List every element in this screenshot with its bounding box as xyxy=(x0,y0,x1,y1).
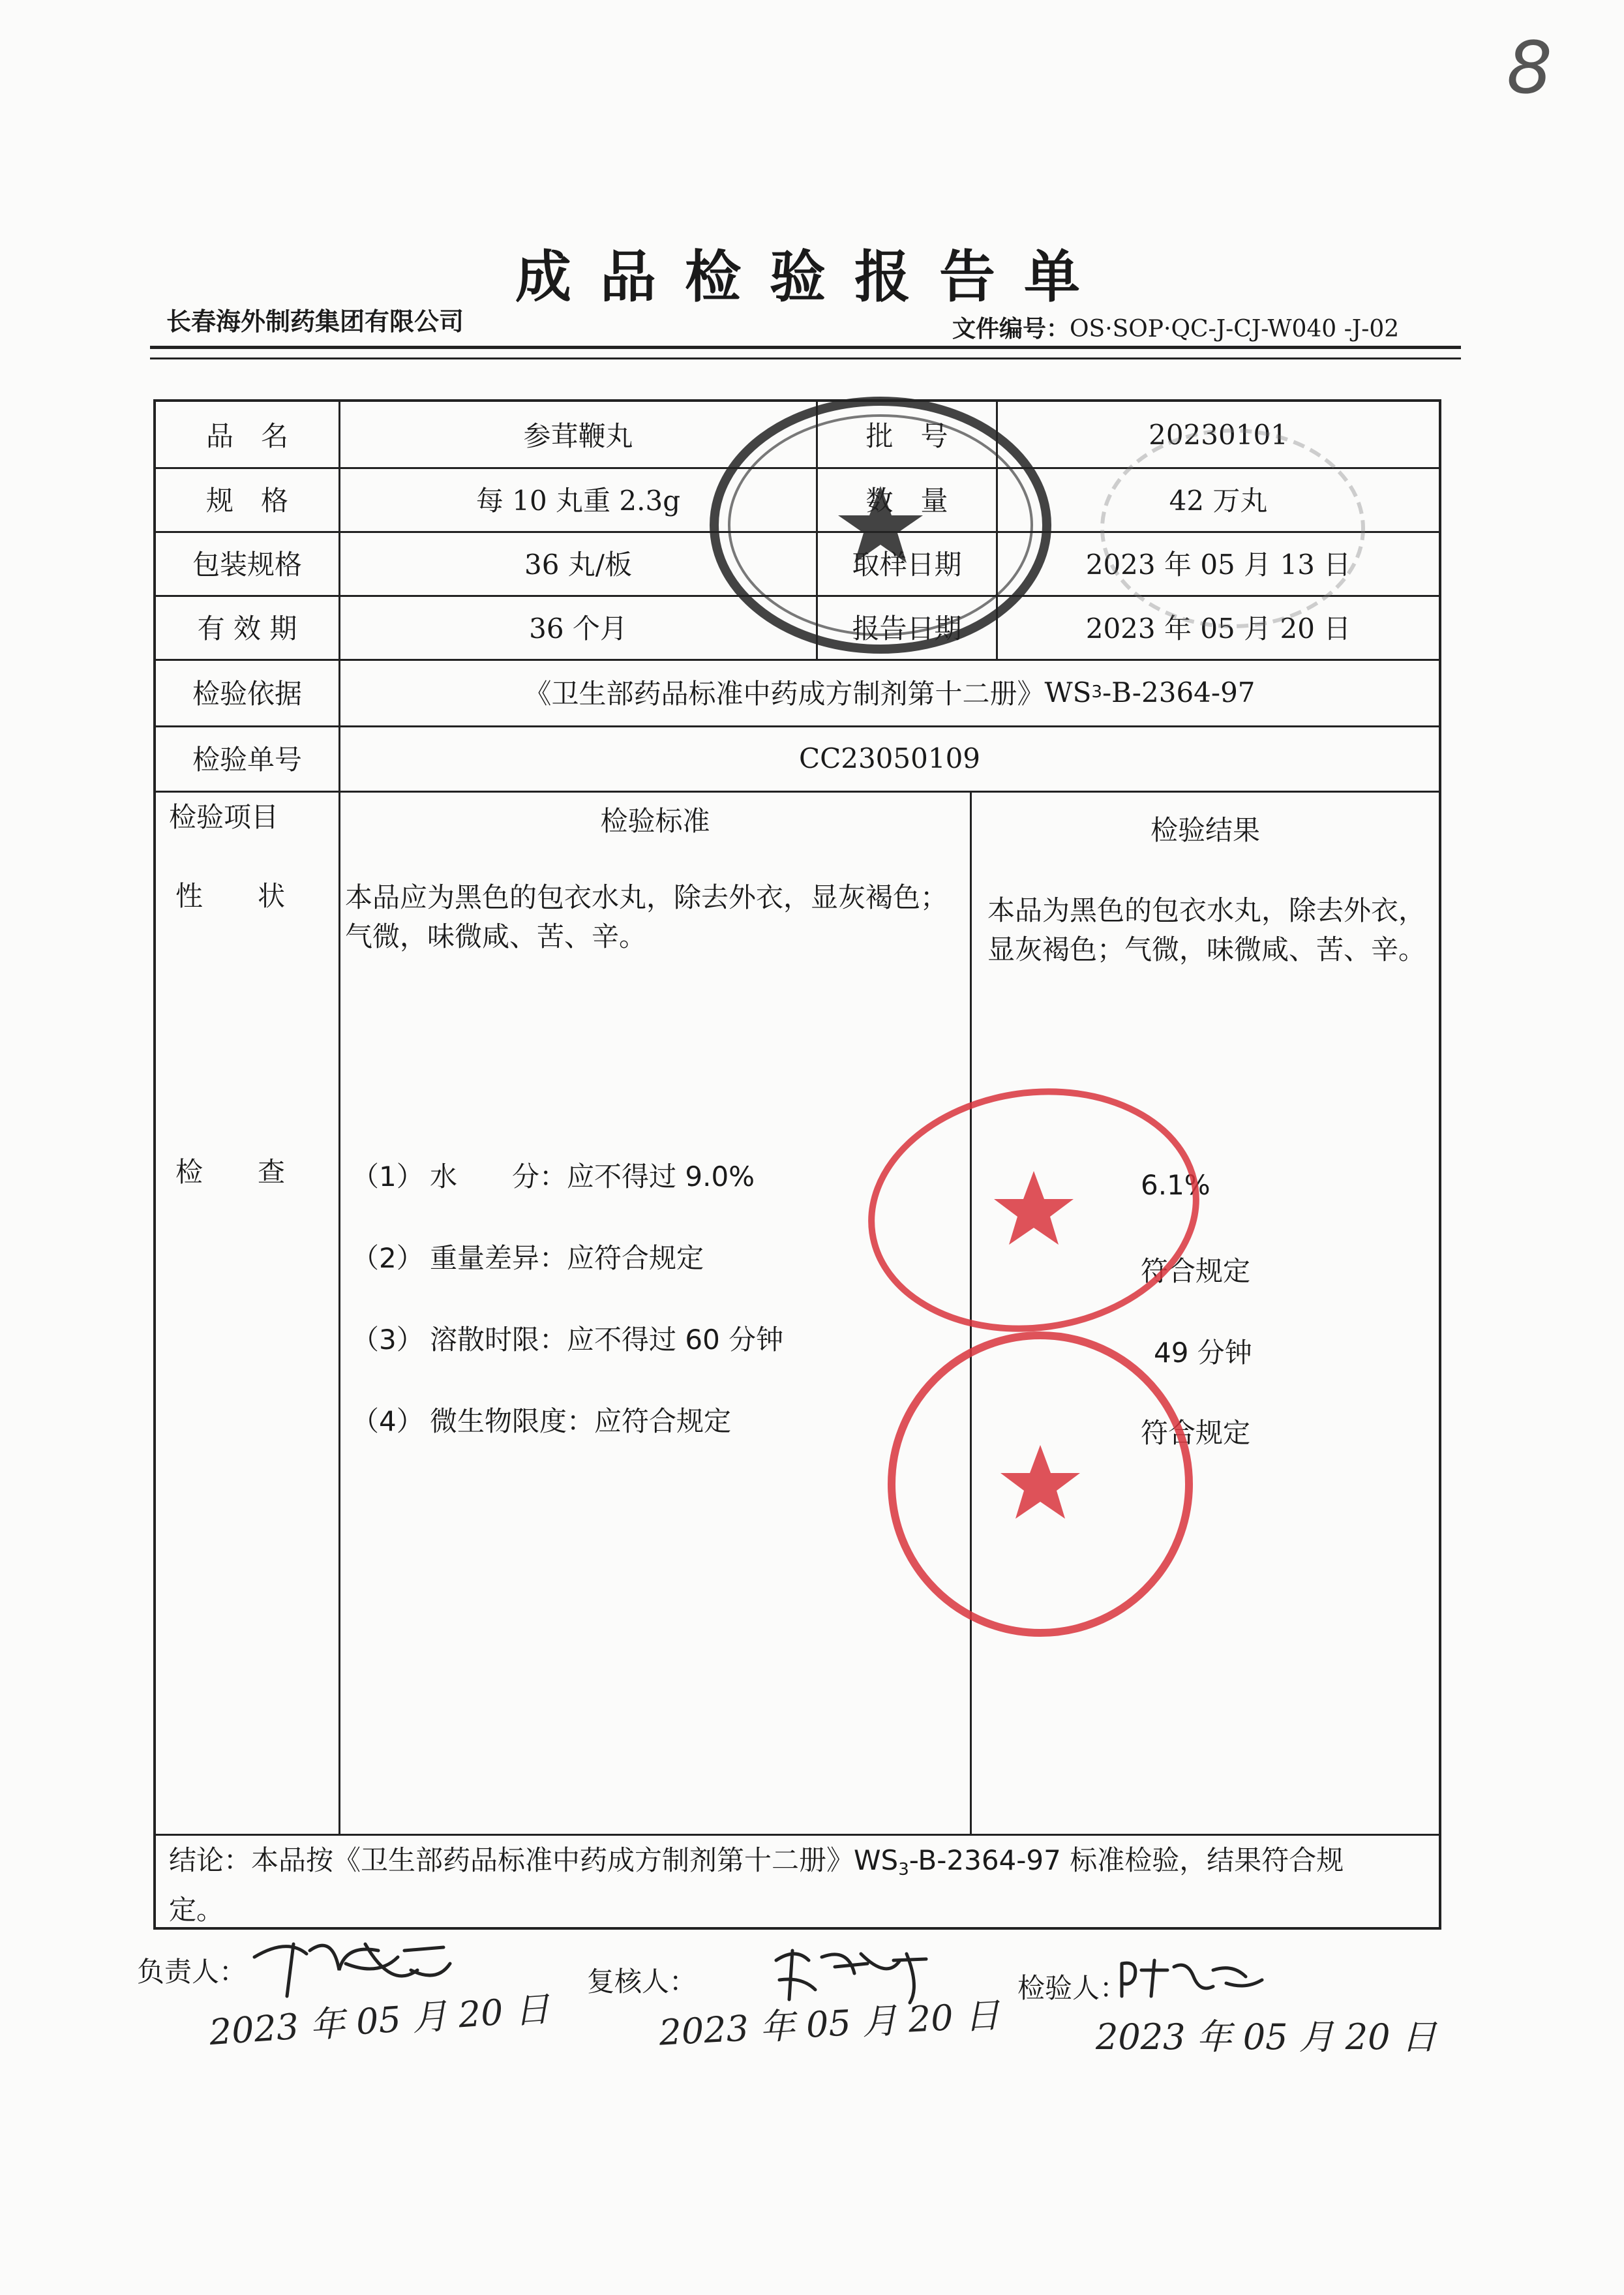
character-standard: 本品应为黑色的包衣水丸，除去外衣，显灰褐色；气微，味微咸、苦、辛。 xyxy=(345,881,948,952)
row-divider xyxy=(156,1834,1439,1836)
check-standard: 应不得过 9.0% xyxy=(567,1161,755,1193)
result-microbial: 符合规定 xyxy=(1141,1417,1251,1449)
conclusion-text: 结论：本品按《卫生部药品标准中药成方制剂第十二册》WS xyxy=(169,1844,899,1876)
company-name: 长春海外制药集团有限公司 xyxy=(166,307,464,336)
quantity-label: 数 量 xyxy=(865,485,948,517)
check-no: （3） xyxy=(352,1324,424,1356)
report-date: 2023 年 05 月 20 日 xyxy=(1085,613,1351,645)
spec-label: 规 格 xyxy=(205,485,288,517)
conclusion-sub: 3 xyxy=(898,1860,909,1879)
basis-code: WS xyxy=(1044,676,1092,708)
check-standard: 应符合规定 xyxy=(567,1242,704,1274)
distributor-seal-stamp xyxy=(861,1083,1207,1337)
inspection-no-label: 检验单号 xyxy=(192,744,302,776)
spec: 每 10 丸重 2.3g xyxy=(475,485,681,517)
basis-label: 检验依据 xyxy=(192,678,302,710)
reviewer-label: 复核人： xyxy=(587,1966,697,1998)
sample-date-label: 取样日期 xyxy=(852,549,962,581)
result-header: 检验结果 xyxy=(1150,814,1260,846)
responsible-label: 负责人： xyxy=(137,1956,247,1988)
document-number-label: 文件编号： xyxy=(952,316,1070,342)
inspector-signature xyxy=(1115,1951,1265,2003)
conclusion-text-end: 定。 xyxy=(169,1894,224,1926)
check-name: 重量差异： xyxy=(430,1242,567,1274)
batch-label: 批 号 xyxy=(865,420,948,452)
responsible-date: 2023 年 05 月 20 日 xyxy=(207,1988,551,2054)
document-number-value: OS·SOP·QC-J-CJ-W040 -J-02 xyxy=(1070,316,1400,342)
header-rule xyxy=(150,346,1461,349)
package-label: 包装规格 xyxy=(192,549,302,581)
check-standard: 应符合规定 xyxy=(594,1405,732,1437)
product-name: 参茸鞭丸 xyxy=(523,420,633,452)
basis-code-sub: 3 xyxy=(1091,682,1102,702)
result-disintegration: 49 分钟 xyxy=(1154,1337,1252,1369)
report-date-label: 报告日期 xyxy=(852,613,962,645)
reviewer-date: 2023 年 05 月 20 日 xyxy=(657,1994,1001,2054)
character-label: 性 状 xyxy=(175,880,286,912)
product-name-label: 品 名 xyxy=(205,420,288,452)
row-divider xyxy=(156,791,1439,793)
quantity: 42 万丸 xyxy=(1169,485,1268,517)
page-number: 8 xyxy=(1507,26,1552,110)
item-header: 检验项目 xyxy=(169,801,279,833)
buyer-seal-stamp xyxy=(880,1324,1200,1644)
company-seal-stamp xyxy=(704,388,1057,662)
basis-code-rest: -B-2364-97 xyxy=(1102,676,1256,708)
check-no: （2） xyxy=(352,1242,424,1274)
check-standard: 应不得过 60 分钟 xyxy=(567,1324,784,1356)
standard-header: 检验标准 xyxy=(600,805,710,837)
check-no: （1） xyxy=(352,1161,424,1193)
result-weight: 符合规定 xyxy=(1141,1255,1251,1287)
inspection-basis xyxy=(340,659,1439,725)
check-name: 溶散时限： xyxy=(430,1324,567,1356)
check-label: 检 查 xyxy=(175,1156,286,1188)
check-no: （4） xyxy=(352,1405,424,1437)
basis-text: 《卫生部药品标准中药成方制剂第十二册》 xyxy=(524,678,1045,710)
sample-date: 2023 年 05 月 13 日 xyxy=(1085,549,1351,581)
validity: 36 个月 xyxy=(529,613,627,645)
inspector-label: 检验人： xyxy=(1017,1972,1128,2004)
character-result: 本品为黑色的包衣水丸，除去外衣，显灰褐色；气微，味微咸、苦、辛。 xyxy=(987,894,1426,965)
package-spec: 36 丸/板 xyxy=(524,549,632,581)
header-rule-thin xyxy=(150,357,1461,359)
conclusion-text-rest: -B-2364-97 标准检验，结果符合规 xyxy=(909,1844,1344,1876)
conclusion xyxy=(169,1840,1428,1930)
faint-seal-stamp xyxy=(1089,418,1376,639)
page-title: 成品检验报告单 xyxy=(515,245,1109,310)
check-name: 水 分： xyxy=(430,1161,567,1193)
check-name: 微生物限度： xyxy=(430,1405,595,1437)
check-item-microbial xyxy=(352,1400,965,1439)
inspector-date: 2023 年 05 月 20 日 xyxy=(1096,2016,1437,2058)
validity-label: 有 效 期 xyxy=(197,613,297,645)
document-number xyxy=(952,311,1399,344)
batch-number: 20230101 xyxy=(1149,418,1288,451)
result-water: 6.1% xyxy=(1141,1168,1210,1201)
inspection-number: CC23050109 xyxy=(798,742,981,774)
